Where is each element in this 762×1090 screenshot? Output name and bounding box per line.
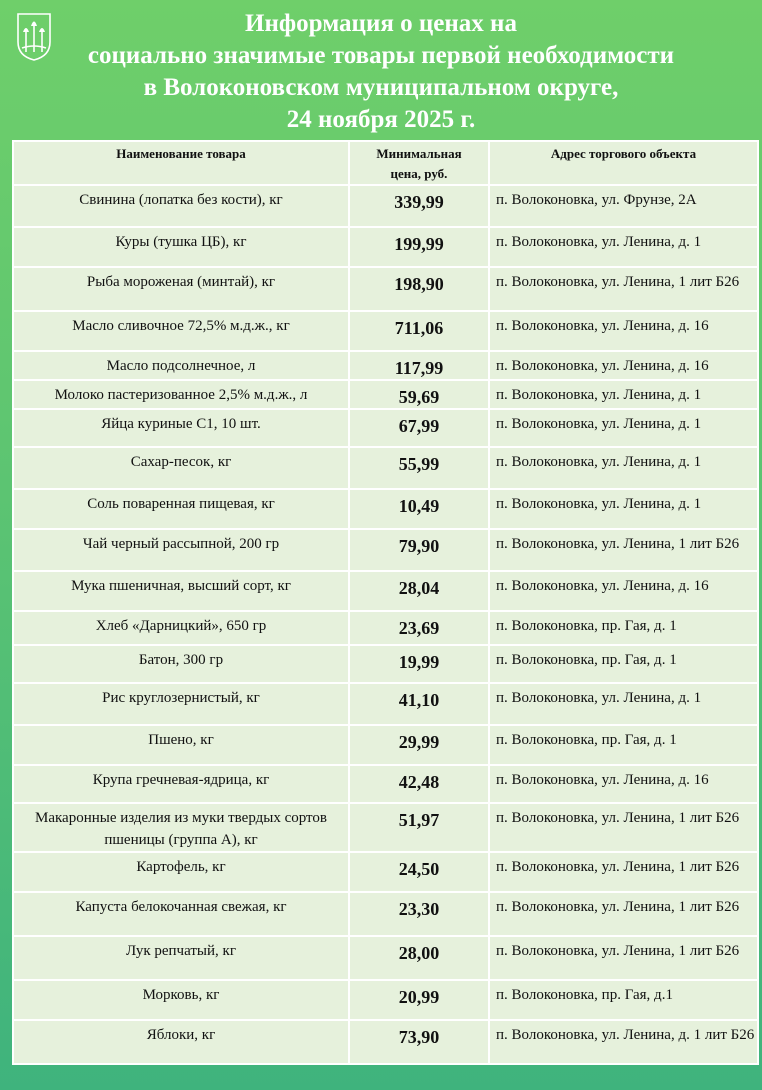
table-row (13, 892, 758, 936)
product-name-cell: Морковь, кг (13, 980, 349, 1020)
address-cell: п. Волоконовка, ул. Ленина, д. 1 лит Б26 (489, 1020, 758, 1064)
table-row (13, 489, 758, 529)
address-cell: п. Волоконовка, пр. Гая, д. 1 (489, 725, 758, 765)
table-row (13, 227, 758, 267)
table-row (13, 311, 758, 351)
price-cell: 29,99 (349, 725, 489, 765)
product-name-cell: Сахар-песок, кг (13, 447, 349, 489)
price-cell: 67,99 (349, 409, 489, 447)
product-name-cell: Макаронные изделия из муки твердых сортов пшеницы (группа А), кг (13, 803, 349, 852)
product-name-cell: Яблоки, кг (13, 1020, 349, 1064)
column-header-price (349, 141, 489, 185)
address-cell: п. Волоконовка, ул. Ленина, 1 лит Б26 (489, 267, 758, 311)
column-header-address: Адрес торгового объекта (489, 141, 758, 185)
address-cell: п. Волоконовка, ул. Ленина, д. 16 (489, 311, 758, 351)
product-name-cell: Молоко пастеризованное 2,5% м.д.ж., л (13, 380, 349, 409)
price-cell: 79,90 (349, 529, 489, 571)
table-row (13, 852, 758, 892)
column-header-product: Наименование товара (13, 141, 349, 185)
product-name-cell: Яйца куриные С1, 10 шт. (13, 409, 349, 447)
address-cell: п. Волоконовка, ул. Фрунзе, 2А (489, 185, 758, 227)
price-cell: 199,99 (349, 227, 489, 267)
product-name-cell: Масло подсолнечное, л (13, 351, 349, 380)
price-cell: 339,99 (349, 185, 489, 227)
product-name-cell: Пшено, кг (13, 725, 349, 765)
address-cell: п. Волоконовка, ул. Ленина, д. 1 (489, 489, 758, 529)
price-cell: 59,69 (349, 380, 489, 409)
price-cell: 19,99 (349, 645, 489, 683)
table-row (13, 1020, 758, 1064)
price-cell: 24,50 (349, 852, 489, 892)
table-row (13, 571, 758, 611)
header-title-line-2: социально значимые товары первой необходимости (87, 42, 675, 69)
product-name-cell: Свинина (лопатка без кости), кг (13, 185, 349, 227)
price-cell: 198,90 (349, 267, 489, 311)
address-cell: п. Волоконовка, ул. Ленина, д. 1 (489, 409, 758, 447)
page-header (0, 8, 762, 136)
table-row (13, 409, 758, 447)
address-cell: п. Волоконовка, ул. Ленина, 1 лит Б26 (489, 529, 758, 571)
price-cell: 10,49 (349, 489, 489, 529)
price-cell: 20,99 (349, 980, 489, 1020)
product-name-cell: Рис круглозернистый, кг (13, 683, 349, 725)
table-row (13, 980, 758, 1020)
product-name-cell: Чай черный рассыпной, 200 гр (13, 529, 349, 571)
price-cell: 23,30 (349, 892, 489, 936)
price-cell: 51,97 (349, 803, 489, 852)
address-cell: п. Волоконовка, ул. Ленина, д. 1 (489, 683, 758, 725)
product-name-cell: Рыба мороженая (минтай), кг (13, 267, 349, 311)
address-cell: п. Волоконовка, ул. Ленина, д. 16 (489, 765, 758, 803)
address-cell: п. Волоконовка, пр. Гая, д. 1 (489, 645, 758, 683)
header-title-line-3: в Волоконовском муниципальном округе, (143, 74, 619, 101)
price-cell: 28,04 (349, 571, 489, 611)
product-name-cell: Батон, 300 гр (13, 645, 349, 683)
table-row (13, 351, 758, 380)
table-header-row (13, 141, 758, 185)
address-cell: п. Волоконовка, ул. Ленина, д. 1 (489, 227, 758, 267)
table-row (13, 765, 758, 803)
product-name-cell: Картофель, кг (13, 852, 349, 892)
table-row (13, 447, 758, 489)
table-row (13, 611, 758, 645)
address-cell: п. Волоконовка, пр. Гая, д. 1 (489, 611, 758, 645)
address-cell: п. Волоконовка, ул. Ленина, д. 16 (489, 571, 758, 611)
address-cell: п. Волоконовка, ул. Ленина, 1 лит Б26 (489, 852, 758, 892)
price-cell: 42,48 (349, 765, 489, 803)
price-cell: 55,99 (349, 447, 489, 489)
table-row (13, 185, 758, 227)
price-cell: 711,06 (349, 311, 489, 351)
address-cell: п. Волоконовка, пр. Гая, д.1 (489, 980, 758, 1020)
product-name-cell: Крупа гречневая-ядрица, кг (13, 765, 349, 803)
price-table (12, 140, 759, 1065)
table-row (13, 936, 758, 980)
price-cell: 73,90 (349, 1020, 489, 1064)
address-cell: п. Волоконовка, ул. Ленина, 1 лит Б26 (489, 936, 758, 980)
price-cell: 28,00 (349, 936, 489, 980)
address-cell: п. Волоконовка, ул. Ленина, 1 лит Б26 (489, 803, 758, 852)
column-header-price-label: Минимальная цена, руб. (376, 146, 462, 181)
price-cell: 41,10 (349, 683, 489, 725)
header-title-line-1: Информация о ценах на (245, 10, 517, 37)
product-name-cell: Масло сливочное 72,5% м.д.ж., кг (13, 311, 349, 351)
table-row (13, 803, 758, 852)
price-table-container (12, 140, 755, 1065)
table-row (13, 683, 758, 725)
table-row (13, 645, 758, 683)
product-name-cell: Лук репчатый, кг (13, 936, 349, 980)
address-cell: п. Волоконовка, ул. Ленина, д. 16 (489, 351, 758, 380)
address-cell: п. Волоконовка, ул. Ленина, д. 1 (489, 380, 758, 409)
address-cell: п. Волоконовка, ул. Ленина, 1 лит Б26 (489, 892, 758, 936)
table-row (13, 725, 758, 765)
product-name-cell: Капуста белокочанная свежая, кг (13, 892, 349, 936)
table-row (13, 529, 758, 571)
table-row (13, 380, 758, 409)
address-cell: п. Волоконовка, ул. Ленина, д. 1 (489, 447, 758, 489)
price-cell: 23,69 (349, 611, 489, 645)
product-name-cell: Мука пшеничная, высший сорт, кг (13, 571, 349, 611)
product-name-cell: Куры (тушка ЦБ), кг (13, 227, 349, 267)
header-title-line-4: 24 ноября 2025 г. (286, 106, 476, 133)
product-name-cell: Хлеб «Дарницкий», 650 гр (13, 611, 349, 645)
price-cell: 117,99 (349, 351, 489, 380)
table-body (13, 185, 758, 1064)
table-row (13, 267, 758, 311)
product-name-cell: Соль поваренная пищевая, кг (13, 489, 349, 529)
